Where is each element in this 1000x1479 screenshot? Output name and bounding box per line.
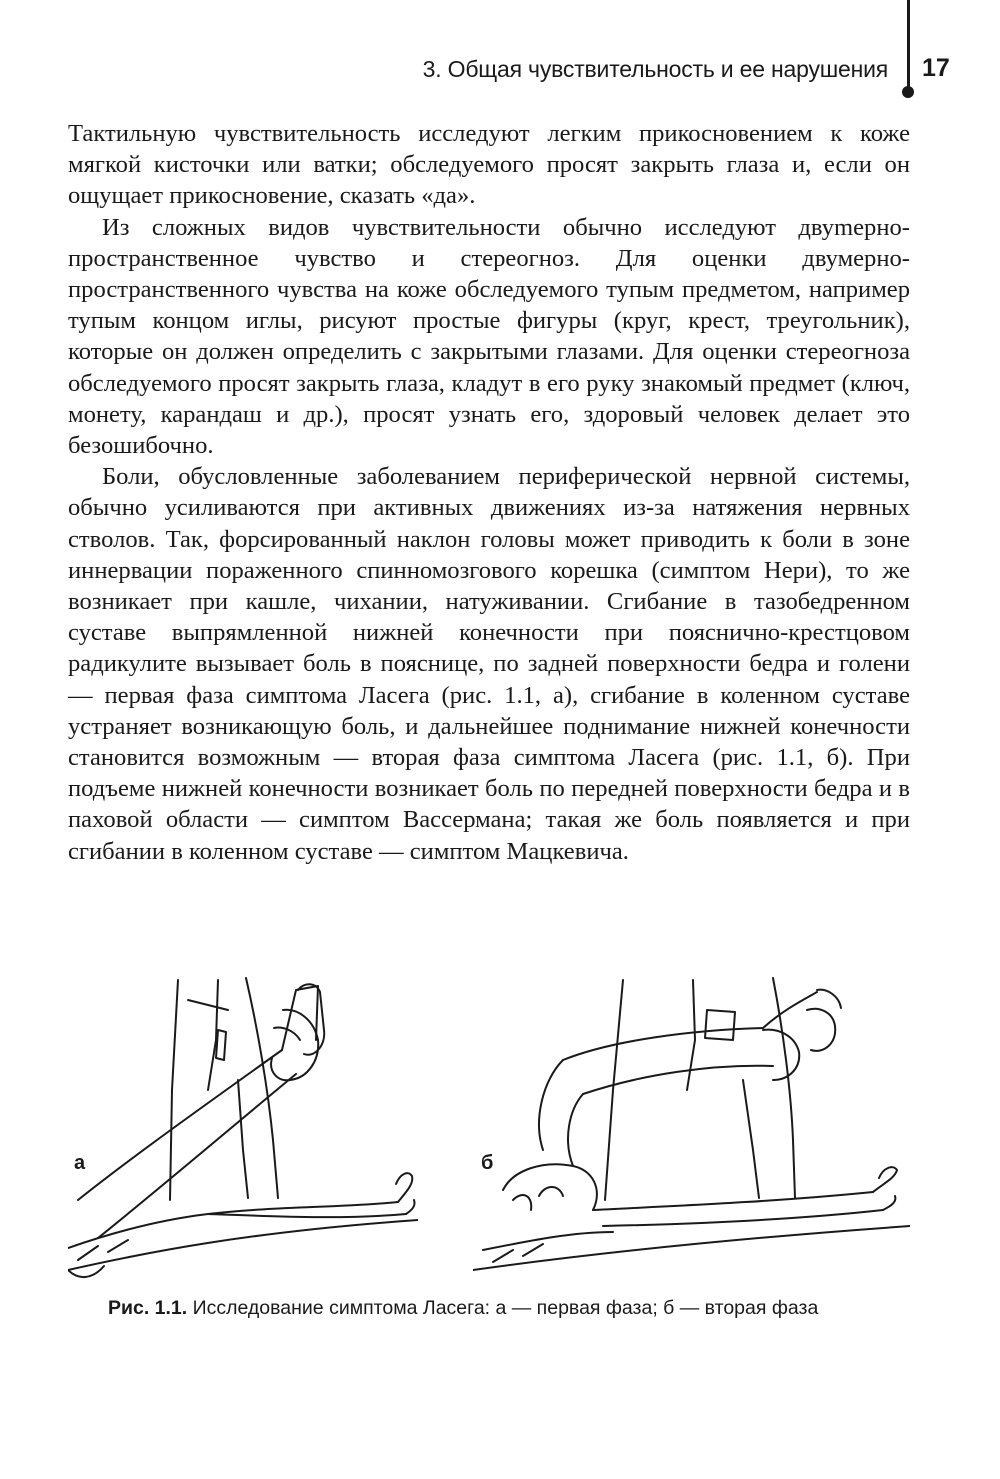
figure-lasegue xyxy=(68,970,910,1290)
illustration-phase-a xyxy=(68,970,418,1280)
illustration-phase-b xyxy=(473,970,910,1280)
page-number: 17 xyxy=(922,54,950,82)
paragraph-complex-sensitivity: Из сложных видов чувствительности обычно исследуют двуmерно-пространственное чувство и стереогноз. Для оценки двумерно-пространственного чувства на коже обследуемого тупым предметом, например тупым концом иглы, рисуют простые фигуры (круг, крест, треугольник), которые он должен определить с закрытыми глазами. Для оценки стереогноза обследуемого просят закрыть глаза, кладут в его руку знакомый предмет (ключ, монету, карандаш и др.), просят узнать его, здоровый человек делает это безошибочно. xyxy=(68,213,910,460)
panel-a-label: а xyxy=(74,1152,86,1174)
body-text xyxy=(68,118,910,867)
paragraph-pain-symptoms: Боли, обусловленные заболеванием периферической нервной системы, обычно усиливаются при активных движениях из-за натяжения нервных стволов. Так, форсированный наклон головы может приводить к боли в зоне иннервации пораженного спинномозгового корешка (симптом Нери), то же возникает при кашле, чихании, натуживании. Сгибание в тазобедренном суставе выпрямленной нижней конечности при пояснично-крестцовом радикулите вызывает боль в пояснице, по задней поверхности бедра и голени — первая фаза симптома Ласега (рис. 1.1, а), сгибание в коленном суставе устраняет возникающую боль, и дальнейшее поднимание нижней конечности становится возможным — вторая фаза симптома Ласега (рис. 1.1, б). При подъеме нижней конечности возникает боль по передней поверхности бедра и в паховой области — симптом Вассермана; такая же боль появляется и при сгибании в коленном суставе — симптом Мацкевича. xyxy=(68,463,910,865)
header-rule-dot xyxy=(902,86,914,98)
caption-text: Исследование симптома Ласега: а — первая фаза; б — вторая фаза xyxy=(187,1297,819,1319)
running-header-title: 3. Общая чувствительность и ее нарушения xyxy=(422,56,888,82)
caption-prefix: Рис. 1.1. xyxy=(108,1297,188,1319)
paragraph-tactile: Тактильную чувствительность исследуют легким прикосновением к коже мягкой кисточки или ватки; обследуемого просят закрыть глаза и, если он ощущает прикосновение, сказать «да». xyxy=(68,120,910,210)
figure-caption xyxy=(108,1297,818,1320)
panel-b-label: б xyxy=(481,1152,494,1174)
header-vertical-rule xyxy=(907,0,910,92)
